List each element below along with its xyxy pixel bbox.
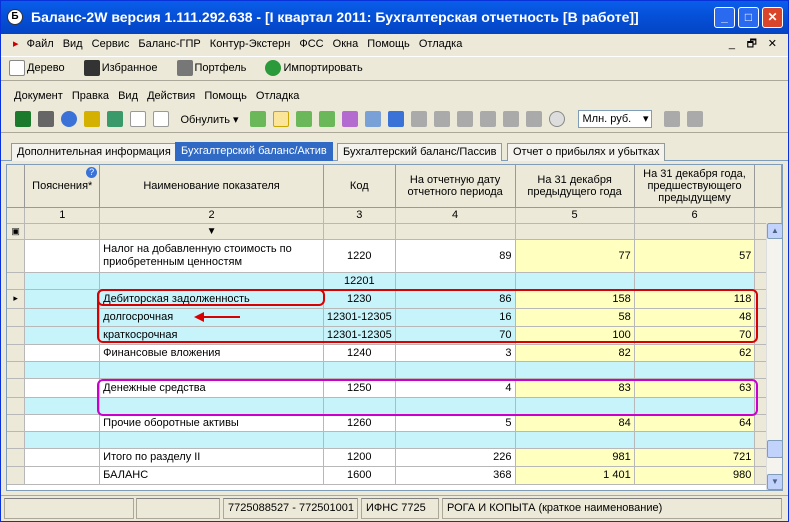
cell-prev-year[interactable]: 100 [515,326,634,344]
cell-current[interactable]: 368 [395,466,515,484]
vertical-scrollbar[interactable] [766,223,782,490]
refresh-button[interactable]: Обнулить ▾ [180,113,239,126]
import-button[interactable] [263,57,362,79]
row-selector [7,239,25,272]
mdi-close-button[interactable]: ✕ [767,38,777,50]
grid-lines-icon[interactable] [526,111,542,127]
cell-notes[interactable] [25,361,100,378]
cell-code[interactable]: 12301-12305 [323,326,395,344]
cell-prev-year[interactable]: 981 [515,448,634,466]
row-selector [7,272,25,289]
menu-edit[interactable]: Правка [71,90,110,102]
menu-debug[interactable]: Отладка [418,38,463,50]
cell-prev-year[interactable]: 58 [515,308,634,326]
cell-prev-year[interactable]: 82 [515,344,634,361]
portfolio-icon [177,60,193,76]
row-selector [7,326,25,344]
row-selector [7,466,25,484]
cell-notes[interactable] [25,431,100,448]
cell-prev-year[interactable]: 83 [515,378,634,397]
status-org: РОГА И КОПЫТА (краткое наименование) [442,498,782,519]
menu-service[interactable]: Сервис [91,38,130,50]
columns-icon[interactable] [388,111,404,127]
col-number-1: 1 [25,207,100,223]
col-header-prev-year[interactable]: На 31 декабря предыдущего года [515,165,634,207]
col-header-prev-prev-year[interactable]: На 31 декабря года, предшествующего предыдущему [634,165,755,207]
cell-code[interactable] [323,397,395,414]
menu-view[interactable]: Вид [62,38,83,50]
cell-notes[interactable] [25,239,100,272]
cell-name[interactable]: Налог на добавленную стоимость по приобретенным ценностям [100,239,324,272]
tree-expand-icon[interactable] [296,111,312,127]
select-all-icon[interactable]: ▣ [7,223,25,239]
table-row[interactable] [7,466,782,484]
cell-code[interactable]: 1260 [323,414,395,431]
table-row[interactable] [7,289,782,308]
close-button[interactable]: ✕ [762,7,783,28]
col-header-notes-text: Пояснения [32,179,89,192]
cell-name[interactable] [100,397,324,414]
table-icon[interactable] [480,111,496,127]
cell-prev-prev-year[interactable]: 63 [634,378,755,397]
cell-prev-prev-year[interactable]: 70 [634,326,755,344]
cell-prev-year[interactable] [515,272,634,289]
cell-notes[interactable] [25,466,100,484]
cell-current[interactable] [395,397,515,414]
cell-name[interactable]: краткосрочная [100,326,324,344]
row-selector [7,414,25,431]
tab-balance-assets[interactable]: Бухгалтерский баланс/Актив [175,142,333,161]
main-menubar [1,35,788,54]
cell-prev-year[interactable]: 158 [515,289,634,308]
cell-name[interactable] [100,272,324,289]
help-icon[interactable]: ? [86,167,97,178]
import-icon [265,60,281,76]
table-row[interactable] [7,448,782,466]
cell-prev-prev-year[interactable]: 980 [634,466,755,484]
filter-cell[interactable] [323,223,395,239]
menu-document[interactable]: Документ [14,90,63,102]
cell-code[interactable]: 1200 [323,448,395,466]
cell-name[interactable] [100,361,324,378]
filter-cell[interactable] [395,223,515,239]
col-number-5: 5 [515,207,634,223]
copy-icon[interactable] [130,111,146,127]
filter-cell[interactable] [634,223,755,239]
cell-current[interactable]: 3 [395,344,515,361]
status-panel-selection [136,498,220,519]
mdi-minimize-button[interactable]: _ [728,38,735,50]
tab-profit-loss[interactable]: Отчет о прибылях и убытках [507,143,665,161]
row-selector: ▸ [7,289,25,308]
cell-current[interactable]: 70 [395,326,515,344]
mdi-restore-button[interactable]: 🗗 [746,38,757,50]
document-toolbar [1,105,788,133]
col-header-current[interactable]: На отчетную дату отчетного периода [395,165,515,207]
table-row[interactable] [7,361,782,378]
link-icon[interactable] [107,111,123,127]
cell-code[interactable]: 12301-12305 [323,308,395,326]
main-toolbar [1,56,788,81]
table-row[interactable] [7,308,782,326]
cell-prev-year[interactable] [515,431,634,448]
menu-balance-gpr[interactable]: Баланс-ГПР [138,38,201,50]
refresh-label: Обнулить [180,113,230,126]
cell-prev-prev-year[interactable] [634,397,755,414]
portfolio-button[interactable] [175,57,247,79]
align-icon[interactable] [342,111,358,127]
table-row[interactable] [7,431,782,448]
cell-notes[interactable] [25,344,100,361]
tree-add-icon[interactable] [434,111,450,127]
row-selector [7,308,25,326]
cell-prev-year[interactable] [515,361,634,378]
settings-icon[interactable] [61,111,77,127]
menu-doc-view[interactable]: Вид [118,90,138,102]
tree-icon [9,60,25,76]
document-icon: ▸ [13,38,19,50]
cell-current[interactable]: 16 [395,308,515,326]
cell-current[interactable]: 5 [395,414,515,431]
status-panel-empty [4,498,134,519]
row-selector [7,378,25,397]
status-bar [1,495,788,521]
row-selector [7,361,25,378]
cell-code[interactable] [323,361,395,378]
required-marker: * [88,179,93,192]
col-number-3: 3 [323,207,395,223]
cell-code[interactable] [323,431,395,448]
filter-cell[interactable] [515,223,634,239]
table-row[interactable] [7,239,782,272]
cell-prev-prev-year[interactable] [634,361,755,378]
cell-name[interactable]: Итого по разделу II [100,448,324,466]
cell-prev-year[interactable]: 1 401 [515,466,634,484]
cell-prev-prev-year[interactable] [634,272,755,289]
save-icon[interactable] [15,111,31,127]
menu-windows[interactable]: Окна [332,38,359,50]
cell-current[interactable] [395,431,515,448]
annotation-arrow [192,309,242,325]
row-selector [7,431,25,448]
cell-notes[interactable] [25,397,100,414]
title-bar[interactable] [1,1,788,34]
maximize-button[interactable]: □ [738,7,759,28]
find-icon[interactable] [84,111,100,127]
tree-collapse-icon[interactable] [319,111,335,127]
cell-prev-prev-year[interactable]: 57 [634,239,755,272]
cell-prev-prev-year[interactable]: 62 [634,344,755,361]
cell-notes[interactable] [25,289,100,308]
menu-file[interactable]: Файл [26,38,54,50]
cell-prev-prev-year[interactable]: 118 [634,289,755,308]
cell-code[interactable]: 1600 [323,466,395,484]
cell-code[interactable]: 1230 [323,289,395,308]
col-number-2: 2 [100,207,324,223]
cell-notes[interactable] [25,448,100,466]
scroll-gutter [755,207,782,223]
scroll-gutter [755,165,782,207]
row-selector [7,448,25,466]
status-inn: 7725088527 - 772501001 [223,498,358,519]
menu-help[interactable]: Помощь [367,38,410,50]
tree-button[interactable] [7,57,65,79]
col-number-6: 6 [634,207,755,223]
menu-doc-debug[interactable]: Отладка [255,90,300,102]
favorites-icon [84,60,100,76]
cell-name[interactable]: БАЛАНС [100,466,324,484]
col-header-code[interactable]: Код [323,165,395,207]
cell-code[interactable]: 1240 [323,344,395,361]
row-selector [7,344,25,361]
cell-current[interactable]: 86 [395,289,515,308]
cell-prev-prev-year[interactable]: 721 [634,448,755,466]
minimize-button[interactable]: _ [714,7,735,28]
grid-icon[interactable] [273,111,289,127]
table-row[interactable] [7,397,782,414]
cell-prev-prev-year[interactable]: 64 [634,414,755,431]
cell-prev-prev-year[interactable]: 48 [634,308,755,326]
cell-name[interactable]: Дебиторская задолженность [100,289,324,308]
building-icon[interactable] [503,111,519,127]
cell-name[interactable]: долгосрочная [100,308,324,326]
cell-current[interactable] [395,361,515,378]
cell-name[interactable]: Денежные средства [100,378,324,397]
cell-current[interactable]: 89 [395,239,515,272]
row-selector-header [7,165,25,207]
pencil-edit-icon[interactable] [687,111,703,127]
table-row[interactable] [7,414,782,431]
favorites-button[interactable] [82,57,158,79]
col-header-notes[interactable] [25,165,100,207]
window-title: Баланс-2W версия 1.111.292.638 - [I квартал 2011: Бухгалтерская отчетность [В работе]] [31,9,639,25]
cell-notes[interactable] [25,378,100,397]
status-ifns: ИФНС 7725 [361,498,439,519]
cell-current[interactable] [395,272,515,289]
delete-row-icon[interactable] [457,111,473,127]
scroll-up-icon[interactable]: ▲ [767,223,783,239]
minus-icon[interactable] [549,111,565,127]
cell-name[interactable]: Финансовые вложения [100,344,324,361]
document-menubar [1,87,788,105]
tab-bar [1,142,788,161]
units-value: Млн. руб. [582,113,632,125]
cell-code[interactable]: 1250 [323,378,395,397]
table-row[interactable] [7,378,782,397]
cell-prev-year[interactable] [515,397,634,414]
menu-kontur-extern[interactable]: Контур-Экстерн [209,38,291,50]
cell-notes[interactable] [25,326,100,344]
app-icon: Б [7,9,23,25]
tab-additional-info[interactable]: Дополнительная информация [11,143,177,161]
chevron-down-icon: ▾ [642,113,649,125]
insert-row-icon[interactable] [411,111,427,127]
table-row[interactable] [7,344,782,361]
cell-prev-year[interactable]: 84 [515,414,634,431]
units-select[interactable] [578,110,652,128]
menu-actions[interactable]: Действия [147,90,196,102]
row-selector-numbers [7,207,25,223]
row-selector [7,397,25,414]
paste-icon[interactable] [153,111,169,127]
cell-name[interactable]: Прочие оборотные активы [100,414,324,431]
portfolio-label: Портфель [194,62,247,74]
col-header-name[interactable]: Наименование показателя [100,165,324,207]
cell-current[interactable]: 226 [395,448,515,466]
tab-balance-liabilities[interactable]: Бухгалтерский баланс/Пассив [337,143,502,161]
cell-notes[interactable] [25,272,100,289]
layout-icon[interactable] [365,111,381,127]
menu-fss[interactable]: ФСС [299,38,324,50]
table-row[interactable] [7,326,782,344]
tree-label: Дерево [27,62,65,74]
filter-cell[interactable] [25,223,100,239]
scroll-down-icon[interactable]: ▼ [767,474,783,490]
group-icon[interactable] [250,111,266,127]
pencil-icon[interactable] [664,111,680,127]
favorites-label: Избранное [101,62,158,74]
scroll-thumb[interactable] [767,440,783,458]
cell-prev-year[interactable]: 77 [515,239,634,272]
cell-name[interactable] [100,431,324,448]
cell-prev-prev-year[interactable] [634,431,755,448]
print-icon[interactable] [38,111,54,127]
col-number-4: 4 [395,207,515,223]
cell-current[interactable]: 4 [395,378,515,397]
cell-code[interactable]: 12201 [323,272,395,289]
balance-table [6,164,783,491]
table-row[interactable] [7,272,782,289]
import-label: Импортировать [283,62,363,74]
filter-dropdown-icon[interactable]: ▼ [100,223,324,239]
cell-code[interactable]: 1220 [323,239,395,272]
cell-notes[interactable] [25,414,100,431]
cell-notes[interactable] [25,308,100,326]
menu-doc-help[interactable]: Помощь [204,90,247,102]
